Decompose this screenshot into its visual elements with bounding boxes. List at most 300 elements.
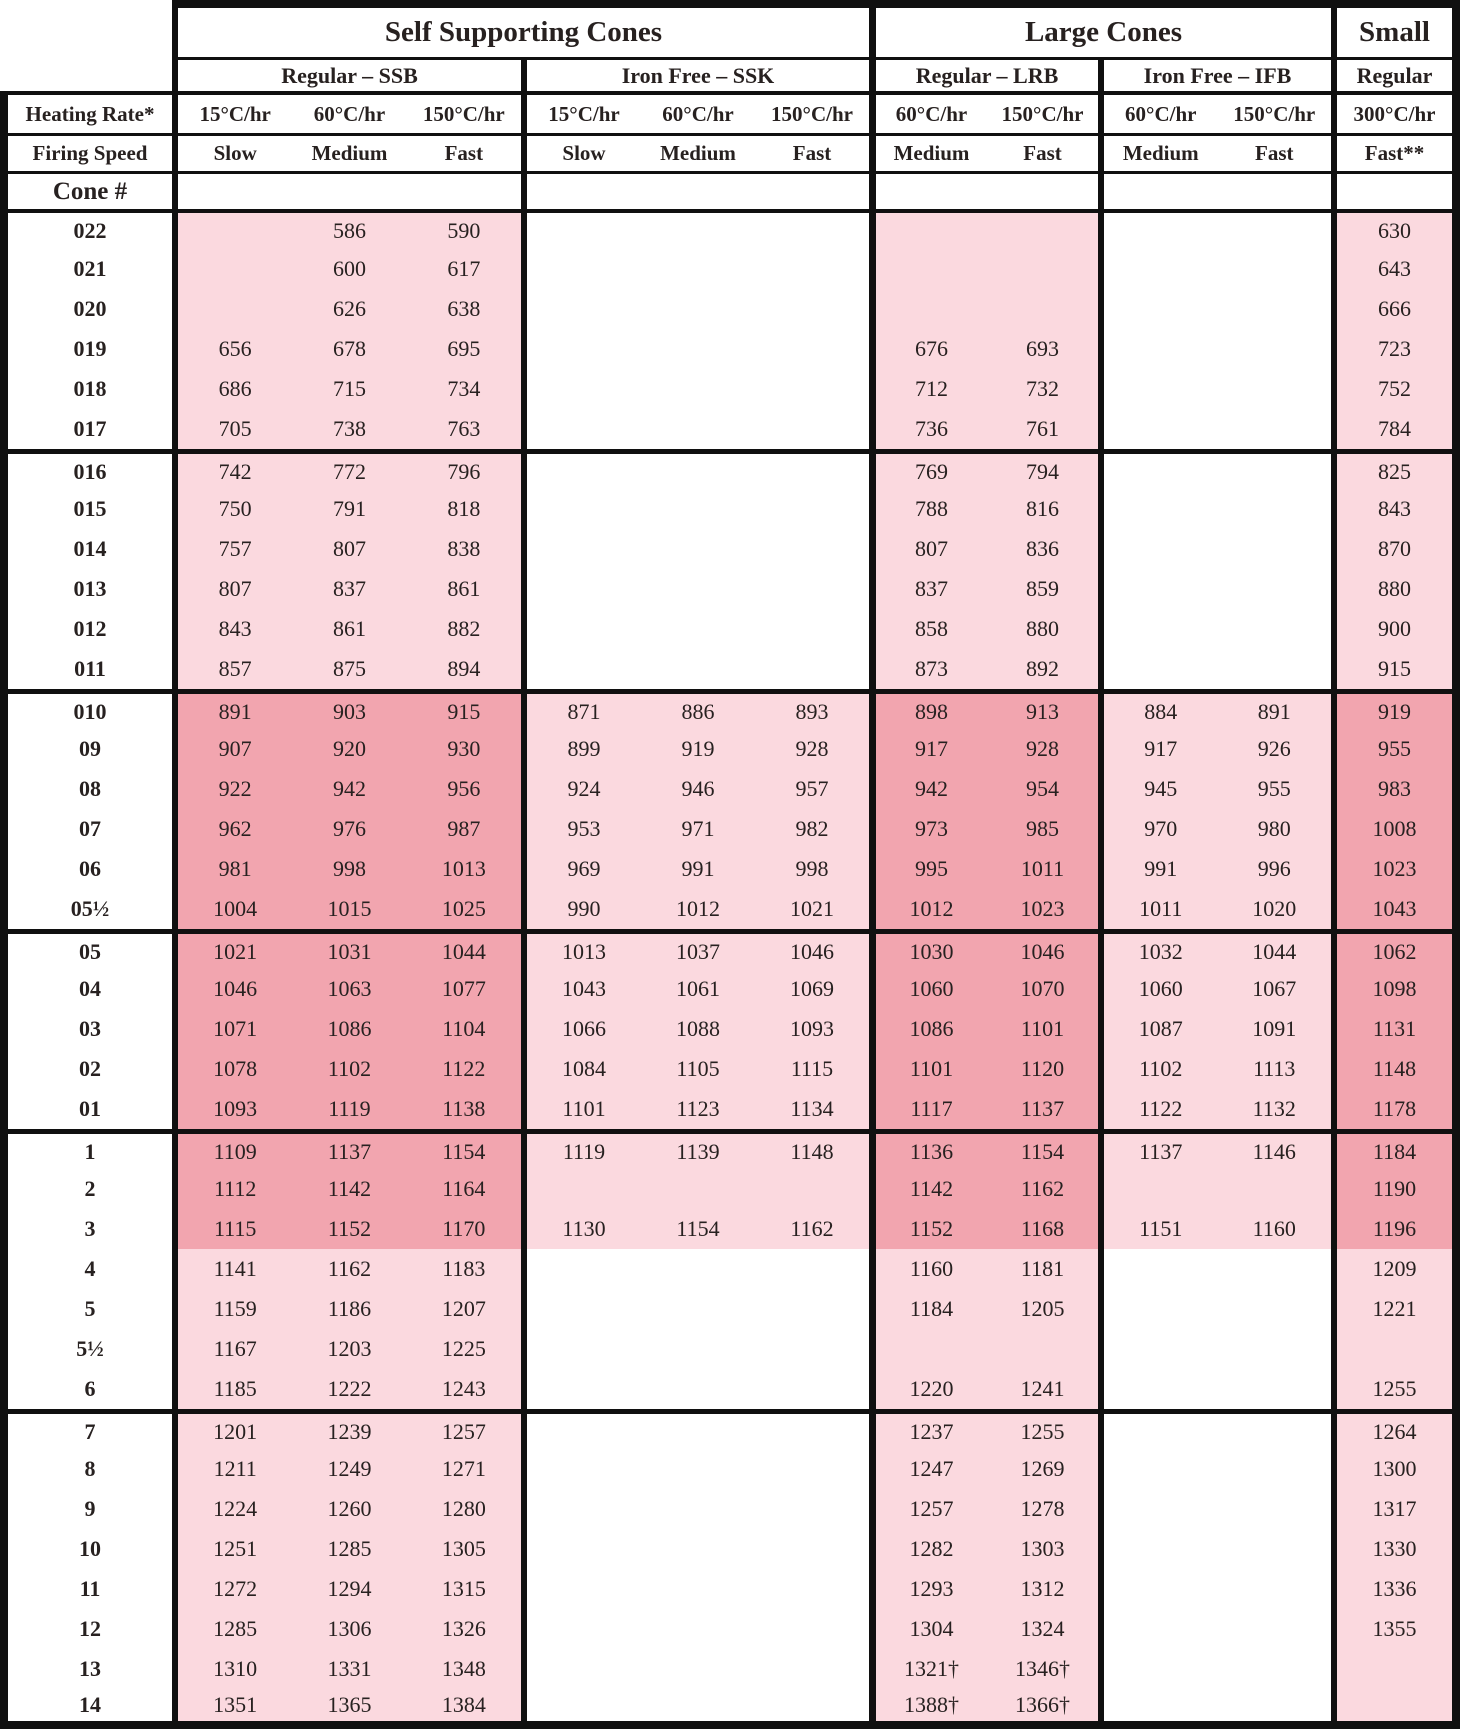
temperature-cell: [1104, 1289, 1337, 1329]
temperature-cell: [1337, 529, 1460, 569]
temperature-value: 942: [332, 776, 366, 801]
temperature-cell: [1104, 769, 1337, 809]
temperature-value: 1162: [327, 1256, 372, 1281]
temperature-value: 1004: [213, 896, 258, 921]
cone-number: 01: [0, 1089, 178, 1129]
temperature-value: 1154: [676, 1216, 720, 1241]
temperature-value: 1101: [909, 1056, 954, 1081]
temperature-value: 1061: [676, 976, 720, 1001]
temperature-value: 1141: [213, 1256, 257, 1281]
temperature-value: 1078: [213, 1056, 258, 1081]
temperature-value: 945: [1144, 776, 1178, 801]
temperature-cell: [876, 1169, 1104, 1209]
temperature-cell: [876, 809, 1104, 849]
temperature-value: 1063: [327, 976, 372, 1001]
temperature-value: 1102: [1139, 1056, 1183, 1081]
temperature-value: 983: [1378, 776, 1411, 801]
temperature-value: 1101: [1020, 1016, 1065, 1041]
temperature-cell: [1337, 209, 1460, 249]
temperature-value: 816: [1026, 496, 1059, 521]
subgroup-iron-free-ssk: Iron Free – SSK: [527, 57, 876, 91]
table-row: [0, 1169, 1460, 1209]
cone-number-header-row: [0, 171, 1460, 209]
temperature-cell: [527, 1049, 876, 1089]
temperature-value: 882: [447, 616, 481, 641]
rate-value: 15°C/hr: [199, 101, 271, 126]
temperature-value: 788: [915, 496, 948, 521]
temperature-cell: [876, 1569, 1104, 1609]
temperature-cell: [1337, 489, 1460, 529]
temperature-value: 1185: [213, 1376, 257, 1401]
temperature-value: 1260: [327, 1496, 372, 1521]
temperature-cell: [1337, 249, 1460, 289]
temperature-value: 1137: [1139, 1138, 1183, 1164]
temperature-cell: [1104, 929, 1337, 969]
temperature-cell: [527, 609, 876, 649]
temperature-cell: [876, 1369, 1104, 1409]
temperature-cell: [1104, 1009, 1337, 1049]
temperature-value: 915: [1378, 656, 1411, 681]
temperature-cell: [527, 489, 876, 529]
temperature-cell: [1104, 1409, 1337, 1449]
temperature-cell: [178, 1329, 527, 1369]
temperature-cell: [1104, 809, 1337, 849]
temperature-cell: [876, 969, 1104, 1009]
temperature-value: 1167: [213, 1336, 257, 1361]
temperature-cell: [178, 1209, 527, 1249]
temperature-cell: [876, 1009, 1104, 1049]
temperature-cell: [1104, 649, 1337, 689]
temperature-cell: [1104, 249, 1337, 289]
table-row: [0, 849, 1460, 889]
temperature-cell: [1104, 329, 1337, 369]
cone-number: 02: [0, 1049, 178, 1089]
temperature-value: 1249: [327, 1456, 372, 1481]
temperature-value: 807: [218, 576, 252, 601]
cone-number: 5½: [0, 1329, 178, 1369]
temperature-value: 1365: [327, 1692, 372, 1717]
table-row: [0, 409, 1460, 449]
temperature-value: 1067: [1252, 976, 1297, 1001]
temperature-value: 926: [1257, 736, 1291, 761]
temperature-value: 1183: [442, 1256, 486, 1281]
temperature-cell: [527, 809, 876, 849]
temperature-cell: [1337, 1089, 1460, 1129]
temperature-cell: [178, 1009, 527, 1049]
temperature-value: 873: [915, 656, 948, 681]
table-row: [0, 1569, 1460, 1609]
temperature-value: 893: [795, 698, 829, 724]
temperature-cell: [1337, 689, 1460, 729]
temperature-value: 1086: [909, 1016, 954, 1041]
group-self-supporting-cones: Self Supporting Cones: [178, 0, 876, 57]
temperature-cell: [527, 1569, 876, 1609]
temperature-cell: [1104, 369, 1337, 409]
temperature-value: 1278: [1020, 1496, 1065, 1521]
cone-number: 012: [0, 609, 178, 649]
blank-cell: [1104, 171, 1337, 209]
temperature-cell: [178, 409, 527, 449]
temperature-value: 1046: [1020, 938, 1065, 964]
temperature-value: 1351: [213, 1692, 258, 1717]
heating-rate-label: Heating Rate*: [0, 91, 178, 133]
temperature-cell: [178, 769, 527, 809]
speed-value: Slow: [213, 141, 257, 165]
temperature-value: 1346†: [1015, 1656, 1070, 1681]
temperature-cell: [178, 849, 527, 889]
temperature-value: 736: [915, 416, 948, 441]
temperature-value: 1060: [909, 976, 954, 1001]
temperature-value: 957: [795, 776, 829, 801]
temperature-cell: [178, 1129, 527, 1169]
cone-number: 020: [0, 289, 178, 329]
heating-rate-row: [0, 91, 1460, 133]
temperature-cell: [527, 1529, 876, 1569]
temperature-cell: [1104, 729, 1337, 769]
temperature-cell: [876, 1449, 1104, 1489]
temperature-value: 600: [332, 256, 366, 281]
temperature-value: 891: [1257, 698, 1291, 724]
temperature-cell: [527, 729, 876, 769]
temperature-cell: [1104, 1529, 1337, 1569]
temperature-value: 899: [567, 736, 601, 761]
temperature-value: 903: [332, 698, 366, 724]
temperature-cell: [1337, 1129, 1460, 1169]
temperature-cell: [1104, 1489, 1337, 1529]
cone-number: 021: [0, 249, 178, 289]
temperature-value: 1160: [1252, 1216, 1296, 1241]
temperature-cell: [178, 1449, 527, 1489]
temperature-value: 772: [332, 458, 366, 484]
table-row: [0, 1369, 1460, 1409]
temperature-value: 1137: [1020, 1096, 1065, 1121]
temperature-value: 666: [1378, 296, 1411, 321]
temperature-value: 1221: [1372, 1296, 1417, 1321]
temperature-cell: [527, 1649, 876, 1689]
temperature-value: 1020: [1252, 896, 1297, 921]
temperature-cell: [876, 449, 1104, 489]
firing-speeds-ssb: [178, 133, 527, 171]
temperature-cell: [527, 1329, 876, 1369]
temperature-value: 1225: [441, 1336, 486, 1361]
temperature-value: 980: [1257, 816, 1291, 841]
temperature-cell: [876, 1209, 1104, 1249]
temperature-value: 1070: [1020, 976, 1065, 1001]
temperature-cell: [1337, 1369, 1460, 1409]
temperature-value: 1131: [1372, 1016, 1417, 1041]
temperature-value: 891: [218, 698, 252, 724]
corner-blank: [0, 0, 178, 57]
temperature-value: 1239: [327, 1418, 372, 1444]
temperature-cell: [527, 889, 876, 929]
temperature-value: 1168: [1020, 1216, 1065, 1241]
group-large-cones: Large Cones: [876, 0, 1337, 57]
temperature-value: 1186: [327, 1296, 372, 1321]
temperature-cell: [876, 1249, 1104, 1289]
temperature-value: 1154: [442, 1138, 486, 1164]
temperature-value: 1315: [441, 1576, 486, 1601]
temperature-cell: [527, 649, 876, 689]
heating-rates-ssk: [527, 91, 876, 133]
temperature-value: 1196: [1372, 1216, 1417, 1241]
cone-number: 7: [0, 1409, 178, 1449]
temperature-value: 1294: [327, 1576, 372, 1601]
temperature-value: 1303: [1020, 1536, 1065, 1561]
temperature-cell: [527, 1009, 876, 1049]
temperature-cell: [1104, 1369, 1337, 1409]
temperature-cell: [1104, 409, 1337, 449]
temperature-value: 1255: [1020, 1418, 1065, 1444]
temperature-cell: [527, 1409, 876, 1449]
cone-number: 4: [0, 1249, 178, 1289]
table-row: [0, 369, 1460, 409]
cone-number: 1: [0, 1129, 178, 1169]
temperature-value: 875: [332, 656, 366, 681]
temperature-cell: [876, 329, 1104, 369]
temperature-value: 919: [1378, 698, 1411, 724]
temperature-cell: [527, 769, 876, 809]
temperature-value: 970: [1144, 816, 1178, 841]
table-row: [0, 1289, 1460, 1329]
temperature-value: 1130: [562, 1216, 606, 1241]
cone-number: 014: [0, 529, 178, 569]
temperature-value: 1012: [909, 896, 954, 921]
temperature-cell: [1337, 569, 1460, 609]
cone-number: 07: [0, 809, 178, 849]
temperature-value: 1115: [790, 1056, 834, 1081]
temperature-value: 1091: [1252, 1016, 1297, 1041]
firing-speeds-ifb: [1104, 133, 1337, 171]
temperature-cell: [876, 1609, 1104, 1649]
temperature-value: 942: [915, 776, 948, 801]
temperature-value: 917: [1144, 736, 1178, 761]
temperature-value: 857: [218, 656, 252, 681]
temperature-cell: [527, 369, 876, 409]
temperature-value: 715: [332, 376, 366, 401]
temperature-value: 1046: [790, 938, 834, 964]
temperature-cell: [178, 369, 527, 409]
heating-rates-ifb: [1104, 91, 1337, 133]
temperature-value: 1123: [676, 1096, 720, 1121]
temperature-value: 1178: [1372, 1096, 1417, 1121]
temperature-value: 712: [915, 376, 948, 401]
temperature-value: 971: [681, 816, 715, 841]
temperature-value: 962: [218, 816, 252, 841]
temperature-cell: [876, 1049, 1104, 1089]
temperature-cell: [1337, 769, 1460, 809]
temperature-value: 656: [218, 336, 252, 361]
table-row: [0, 1409, 1460, 1449]
temperature-cell: [1337, 1569, 1460, 1609]
temperature-value: 1264: [1372, 1418, 1417, 1444]
temperature-value: 1023: [1372, 856, 1417, 881]
cone-number: 6: [0, 1369, 178, 1409]
temperature-cell: [876, 729, 1104, 769]
temperature-value: 1330: [1372, 1536, 1417, 1561]
temperature-value: 898: [915, 698, 948, 724]
temperature-value: 1008: [1372, 816, 1417, 841]
temperature-value: 982: [795, 816, 829, 841]
temperature-value: 695: [447, 336, 481, 361]
speed-value: Slow: [562, 141, 606, 165]
temperature-value: 928: [795, 736, 829, 761]
temperature-cell: [876, 409, 1104, 449]
rate-value: 60°C/hr: [895, 101, 968, 126]
table-row: [0, 1489, 1460, 1529]
temperature-cell: [178, 329, 527, 369]
temperature-value: 1031: [327, 938, 372, 964]
temperature-cell: [527, 449, 876, 489]
temperature-value: 1044: [441, 938, 486, 964]
temperature-cell: [1104, 1049, 1337, 1089]
heating-rates-ssb: [178, 91, 527, 133]
temperature-value: 1032: [1138, 938, 1183, 964]
temperature-value: 1247: [909, 1456, 954, 1481]
table-row: [0, 889, 1460, 929]
temperature-value: 928: [1026, 736, 1059, 761]
temperature-cell: [876, 929, 1104, 969]
temperature-value: 1321†: [904, 1656, 959, 1681]
temperature-value: 1046: [213, 976, 258, 1001]
temperature-value: 920: [332, 736, 366, 761]
heating-rates-small: [1337, 91, 1460, 133]
temperature-value: 1306: [327, 1616, 372, 1641]
temperature-value: 886: [681, 698, 715, 724]
temperature-cell: [178, 1289, 527, 1329]
subgroup-iron-free-ifb: Iron Free – IFB: [1104, 57, 1337, 91]
temperature-value: 1112: [213, 1176, 257, 1201]
cone-number: 03: [0, 1009, 178, 1049]
temperature-cell: [1337, 1049, 1460, 1089]
temperature-value: 732: [1026, 376, 1059, 401]
cone-number: 8: [0, 1449, 178, 1489]
temperature-cell: [1337, 1329, 1460, 1369]
temperature-cell: [1337, 449, 1460, 489]
temperature-value: 987: [447, 816, 481, 841]
heating-rates-lrb: [876, 91, 1104, 133]
temperature-cell: [1337, 1409, 1460, 1449]
temperature-value: 1098: [1372, 976, 1417, 1001]
table-row: [0, 1049, 1460, 1089]
cone-number: 11: [0, 1569, 178, 1609]
temperature-value: 1251: [213, 1536, 258, 1561]
temperature-value: 734: [447, 376, 481, 401]
temperature-value: 757: [218, 536, 252, 561]
table-row: [0, 809, 1460, 849]
rate-value: 60°C/hr: [1125, 101, 1197, 126]
temperature-value: 818: [447, 496, 481, 521]
temperature-value: 825: [1378, 458, 1411, 484]
temperature-value: 894: [447, 656, 481, 681]
temperature-value: 1104: [442, 1016, 486, 1041]
temperature-value: 861: [332, 616, 366, 641]
table-row: [0, 529, 1460, 569]
temperature-cell: [178, 929, 527, 969]
temperature-cell: [527, 849, 876, 889]
temperature-value: 1257: [909, 1496, 954, 1521]
temperature-value: 1132: [1252, 1096, 1296, 1121]
temperature-cell: [178, 529, 527, 569]
temperature-cell: [1104, 449, 1337, 489]
temperature-cell: [178, 569, 527, 609]
temperature-value: 1011: [1139, 896, 1183, 921]
temperature-cell: [876, 249, 1104, 289]
temperature-value: 991: [681, 856, 715, 881]
temperature-value: 892: [1026, 656, 1059, 681]
cone-number: 022: [0, 209, 178, 249]
table-row: [0, 1609, 1460, 1649]
temperature-value: 678: [332, 336, 366, 361]
cone-number: 010: [0, 689, 178, 729]
temperature-value: 1162: [1020, 1176, 1065, 1201]
temperature-value: 1243: [441, 1376, 486, 1401]
temperature-value: 1190: [1372, 1176, 1417, 1201]
temperature-value: 1015: [327, 896, 372, 921]
temperature-cell: [876, 209, 1104, 249]
temperature-value: 913: [1026, 698, 1059, 724]
temperature-cell: [1104, 209, 1337, 249]
temperature-value: 626: [332, 296, 366, 321]
temperature-value: 1062: [1372, 938, 1417, 964]
blank-cell: [527, 171, 876, 209]
temperature-value: 1119: [328, 1096, 371, 1121]
temperature-value: 915: [447, 698, 481, 724]
temperature-value: 930: [447, 736, 481, 761]
temperature-value: 837: [332, 576, 366, 601]
temperature-value: 981: [218, 856, 252, 881]
temperature-cell: [876, 569, 1104, 609]
temperature-value: 1086: [327, 1016, 372, 1041]
cone-number: 019: [0, 329, 178, 369]
temperature-value: 752: [1378, 376, 1411, 401]
temperature-value: 843: [218, 616, 252, 641]
temperature-value: 1305: [441, 1536, 486, 1561]
table-row: [0, 1529, 1460, 1569]
temperature-cell: [178, 889, 527, 929]
firing-speed-row: [0, 133, 1460, 171]
temperature-cell: [1337, 1209, 1460, 1249]
cone-number: 015: [0, 489, 178, 529]
temperature-value: 796: [447, 458, 481, 484]
cone-number: 13: [0, 1649, 178, 1689]
cone-number: 08: [0, 769, 178, 809]
temperature-cell: [1337, 1529, 1460, 1569]
temperature-cell: [527, 1449, 876, 1489]
temperature-cell: [178, 809, 527, 849]
temperature-value: 861: [447, 576, 481, 601]
temperature-cell: [178, 249, 527, 289]
temperature-value: 1203: [327, 1336, 372, 1361]
temperature-value: 1310: [213, 1656, 258, 1681]
temperature-value: 1152: [327, 1216, 372, 1241]
temperature-cell: [527, 209, 876, 249]
temperature-cell: [876, 489, 1104, 529]
temperature-cell: [1337, 1249, 1460, 1289]
speed-value: Medium: [311, 141, 388, 165]
temperature-cell: [1337, 1609, 1460, 1649]
temperature-cell: [178, 969, 527, 1009]
temperature-cell: [1337, 329, 1460, 369]
temperature-value: 1304: [909, 1616, 954, 1641]
temperature-value: 1205: [1020, 1296, 1065, 1321]
temperature-value: 1154: [1020, 1138, 1065, 1164]
rate-value: 60°C/hr: [662, 101, 734, 126]
firing-speeds-small: [1337, 133, 1460, 171]
temperature-value: 1021: [790, 896, 834, 921]
temperature-value: 998: [795, 856, 829, 881]
cone-number: 5: [0, 1289, 178, 1329]
temperature-cell: [1104, 1169, 1337, 1209]
